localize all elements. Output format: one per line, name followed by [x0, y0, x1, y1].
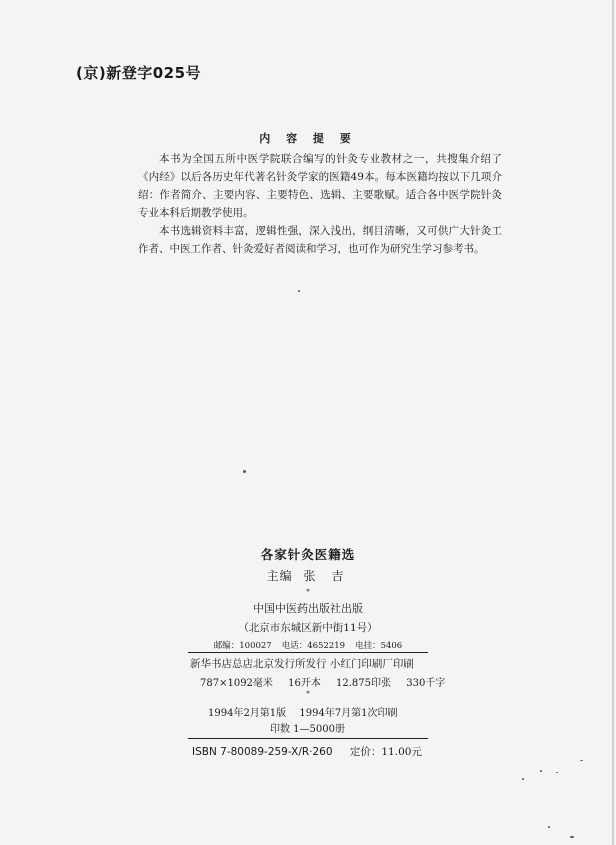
- registration-number: (京)新登字025号: [76, 64, 202, 82]
- summary-paragraph-1: 本书为全国五所中医学院联合编写的针灸专业教材之一，共搜集介绍了《内经》以后各历史年代著名针灸学家的医籍49本。每本医籍均按以下几项介绍：作者简介、主要内容、主要特色、选辑、主要歌赋。适合各中医学院针灸专业本科后期教学使用。: [138, 153, 502, 219]
- scan-speck: [556, 772, 558, 773]
- publisher-contacts: [0, 639, 616, 651]
- content-summary: [138, 150, 502, 258]
- publisher-address: （北京市东城区新中街11号）: [238, 622, 378, 634]
- scan-speck: [540, 770, 542, 772]
- isbn-line: [192, 744, 422, 759]
- book-specs: [200, 674, 457, 689]
- summary-paragraph-2: 本书选辑资料丰富，逻辑性强，深入浅出，纲目清晰，又可供广大针灸工作者、中医工作者、针灸爱好者阅读和学习，也可作为研究生学习参考书。: [138, 225, 502, 255]
- print-run: 印数 1—5000册: [270, 724, 345, 735]
- editor-line: [0, 567, 616, 584]
- scan-speck: [548, 826, 550, 828]
- postcode: 邮编：100027: [213, 641, 272, 651]
- edition-info: [208, 704, 408, 719]
- scan-speck: [522, 778, 524, 780]
- separator-star-2: *: [306, 690, 310, 698]
- paper-format: 787×1092毫米: [200, 678, 273, 689]
- summary-heading: 内 容 提 要: [259, 132, 357, 145]
- isbn: ISBN 7-80089-259-X/R·260: [192, 746, 333, 758]
- word-count: 330千字: [406, 678, 446, 689]
- price: 定价：11.00元: [349, 746, 422, 758]
- scan-speck: [298, 290, 300, 292]
- divider-rule-2: [188, 738, 428, 739]
- publisher: 中国中医药出版社出版: [253, 602, 363, 615]
- scan-speck: [243, 470, 246, 473]
- scan-speck: [570, 836, 574, 838]
- phone: 电话：4652219: [281, 641, 346, 651]
- editor-name: 张 吉: [303, 569, 350, 583]
- scan-speck: [580, 760, 583, 761]
- folio-size: 16开本: [288, 678, 321, 689]
- distributor-printer: 新华书店总店北京发行所发行 小红门印刷厂印刷: [190, 658, 414, 670]
- separator-star: *: [306, 588, 310, 596]
- edition: 1994年2月第1版: [208, 708, 287, 719]
- editor-label: 主编: [266, 569, 293, 583]
- printing: 1994年7月第1次印刷: [299, 708, 398, 719]
- book-title: 各家针灸医籍选: [260, 547, 356, 562]
- telex: 电挂：5406: [355, 641, 403, 651]
- page-edge: [612, 0, 614, 845]
- colophon-block: [0, 545, 616, 651]
- printed-sheets: 12.875印张: [336, 678, 392, 689]
- divider-rule: [188, 652, 428, 653]
